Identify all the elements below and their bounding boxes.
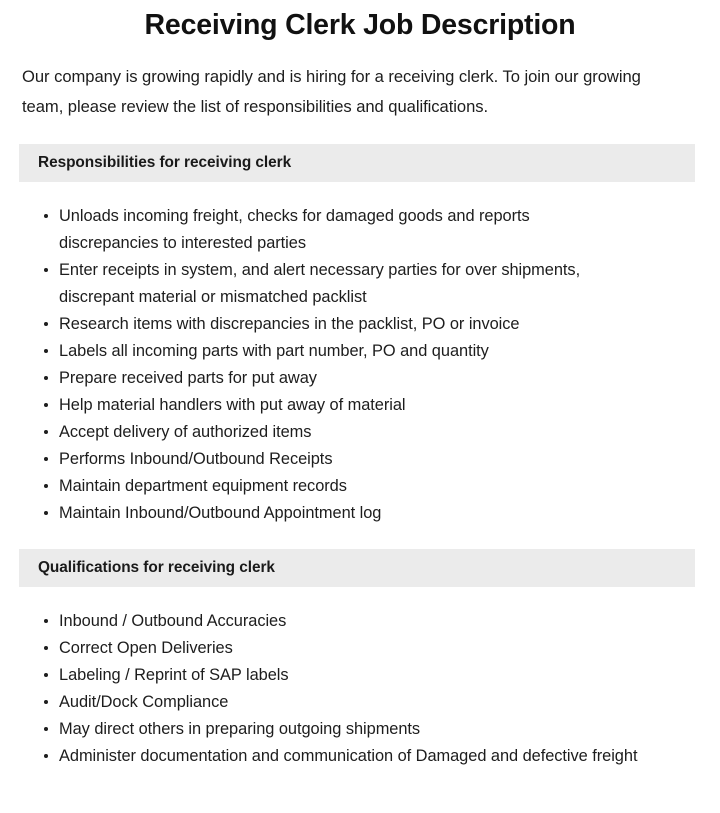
qualifications-list: [0, 608, 720, 770]
list-item: Labels all incoming parts with part number, PO and quantity: [0, 338, 720, 365]
section-header-qualifications: [19, 549, 695, 587]
list-item: Inbound / Outbound Accuracies: [0, 608, 720, 635]
list-item: Correct Open Deliveries: [0, 635, 720, 662]
list-item: Maintain Inbound/Outbound Appointment log: [0, 500, 720, 527]
section-header-qualifications-label: Qualifications for receiving clerk: [38, 559, 275, 576]
list-item: Audit/Dock Compliance: [0, 689, 720, 716]
list-item: Prepare received parts for put away: [0, 365, 720, 392]
list-item: Administer documentation and communication of Damaged and defective freight: [0, 743, 720, 770]
list-item: Accept delivery of authorized items: [0, 419, 720, 446]
list-item: Enter receipts in system, and alert necessary parties for over shipments, discrepant material or mismatched packlist: [0, 257, 720, 311]
list-item: Labeling / Reprint of SAP labels: [0, 662, 720, 689]
section-header-responsibilities: [19, 144, 695, 182]
section-header-responsibilities-label: Responsibilities for receiving clerk: [38, 154, 292, 171]
list-item: Research items with discrepancies in the packlist, PO or invoice: [0, 311, 720, 338]
list-item: Unloads incoming freight, checks for damaged goods and reports discrepancies to interested parties: [0, 203, 720, 257]
list-item: Performs Inbound/Outbound Receipts: [0, 446, 720, 473]
intro-paragraph: Our company is growing rapidly and is hiring for a receiving clerk. To join our growing team, please review the list of responsibilities and qualifications.: [22, 67, 641, 116]
list-item: Help material handlers with put away of material: [0, 392, 720, 419]
list-item: Maintain department equipment records: [0, 473, 720, 500]
list-item: May direct others in preparing outgoing shipments: [0, 716, 720, 743]
page-title: Receiving Clerk Job Description: [144, 9, 576, 41]
responsibilities-list: [0, 203, 720, 527]
